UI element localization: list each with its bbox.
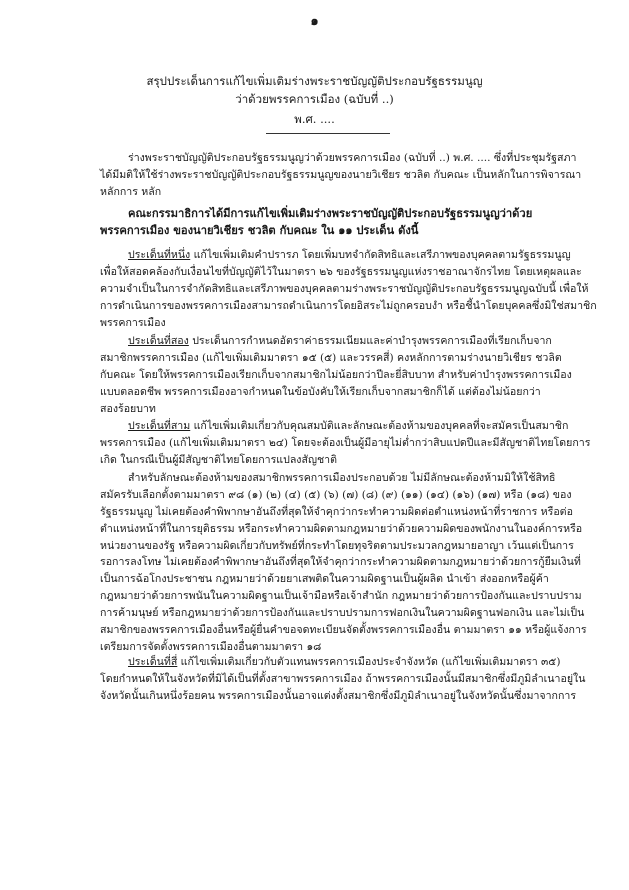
issue-three-prohibitions-paragraph bbox=[100, 470, 587, 656]
issue-four-text: แก้ไขเพิ่มเติมเกี่ยวกับตัวแทนพรรคการเมืองประจำจังหวัด (แก้ไขเพิ่มเติมมาตรา ๓๕) bbox=[177, 656, 561, 668]
issue-four-line: โดยกำหนดให้ในจังหวัดที่มิได้เป็นที่ตั้งสาขาพรรคการเมือง ถ้าพรรคการเมืองนั้นมีสมาชิกซึ่งมีภูมิลำเนาอยู่ใน bbox=[100, 672, 586, 685]
issue-three-label: ประเด็นที่สาม bbox=[128, 420, 191, 432]
issue-one-text: แก้ไขเพิ่มเติมคำปรารภ โดยเพิ่มบทจำกัดสิทธิและเสรีภาพของบุคคลตามรัฐธรรมนูญ bbox=[190, 249, 571, 261]
issue-two-text: ประเด็นการกำหนดอัตราค่าธรรมเนียมและค่าบำรุงพรรคการเมืองที่เรียกเก็บจาก bbox=[188, 335, 552, 347]
prohibitions-line: กฎหมายว่าด้วยการพนันในความผิดฐานเป็นเจ้ามือหรือเจ้าสำนัก กฎหมายว่าด้วยการป้องกันและปราบปราม bbox=[100, 590, 582, 603]
issue-four-paragraph bbox=[100, 654, 586, 705]
issue-three-line: พรรคการเมือง (แก้ไขเพิ่มเติมมาตรา ๒๔) โดยจะต้องเป็นผู้มีอายุไม่ต่ำกว่าสิบแปดปีและมีสัญชาติไทยโดยการ bbox=[100, 436, 591, 449]
issue-one-line: เพื่อให้สอดคล้องกับเงื่อนไขที่บัญญัติไว้ในมาตรา ๒๖ ของรัฐธรรมนูญแห่งราชอาณาจักรไทย โดยเหตุผลและ bbox=[100, 265, 582, 278]
issue-one-line: พรรคการเมือง bbox=[100, 316, 166, 329]
amendment-heading bbox=[100, 205, 533, 239]
issue-three-paragraph bbox=[100, 418, 591, 469]
intro-paragraph bbox=[100, 150, 582, 201]
issue-two-paragraph bbox=[100, 333, 572, 417]
heading-line: คณะกรรมาธิการได้มีการแก้ไขเพิ่มเติมร่างพระราชบัญญัติประกอบรัฐธรรมนูญว่าด้วย bbox=[128, 206, 533, 220]
issue-one-line: ความจำเป็นในการจำกัดสิทธิและเสรีภาพของบุคคลตามร่างพระราชบัญญัติประกอบรัฐธรรมนูญฉบับนี้ เพื่อให้ bbox=[100, 282, 589, 295]
issue-four-label: ประเด็นที่สี่ bbox=[128, 656, 178, 668]
issue-one-paragraph bbox=[100, 247, 597, 331]
prohibitions-line: เป็นการฉ้อโกงประชาชน กฎหมายว่าด้วยยาเสพติดในความผิดฐานเป็นผู้ผลิต นำเข้า ส่งออกหรือผู้ค้า bbox=[100, 573, 549, 586]
prohibitions-line: หน่วยงานของรัฐ หรือความผิดเกี่ยวกับทรัพย์ที่กระทำโดยทุจริตตามประมวลกฎหมายอาญา เว้นแต่เป็นการ bbox=[100, 539, 574, 552]
prohibitions-line: การค้ามนุษย์ หรือกฎหมายว่าด้วยการป้องกันและปราบปรามการฟอกเงินในความผิดฐานฟอกเงิน และไม่เป็น bbox=[100, 607, 585, 620]
issue-one-label: ประเด็นที่หนึ่ง bbox=[128, 249, 191, 261]
issue-three-line: เกิด ในกรณีเป็นผู้มีสัญชาติไทยโดยการแปลงสัญชาติ bbox=[100, 453, 337, 466]
issue-three-text: แก้ไขเพิ่มเติมเกี่ยวกับคุณสมบัติและลักษณะต้องห้ามของบุคคลที่จะสมัครเป็นสมาชิก bbox=[190, 420, 569, 432]
issue-two-line: สมาชิกพรรคการเมือง (แก้ไขเพิ่มเติมมาตรา ๑๕ (๕) และวรรคสี่) คงหลักการตามร่างนายวิเชียร ชวลิต bbox=[100, 351, 562, 364]
title-divider bbox=[266, 133, 390, 134]
issue-two-line: สองร้อยบาท bbox=[100, 402, 156, 415]
heading-line: พรรคการเมือง ของนายวิเชียร ชวลิต กับคณะ ใน ๑๑ ประเด็น ดังนี้ bbox=[100, 222, 419, 237]
prohibitions-line: เตรียมการจัดตั้งพรรคการเมืองอื่นตามมาตรา ๑๘ bbox=[100, 640, 322, 653]
issue-two-line: กับคณะ โดยให้พรรคการเมืองเรียกเก็บจากสมาชิกไม่น้อยกว่าปีละยี่สิบบาท สำหรับค่าบำรุงพรรคการเมือง bbox=[100, 368, 572, 381]
document-title-line-1: สรุปประเด็นการแก้ไขเพิ่มเติมร่างพระราชบัญญัติประกอบรัฐธรรมนูญ bbox=[146, 74, 483, 88]
document-title-line-3: พ.ศ. .... bbox=[294, 112, 335, 126]
intro-line: ร่างพระราชบัญญัติประกอบรัฐธรรมนูญว่าด้วยพรรคการเมือง (ฉบับที่ ..) พ.ศ. .... ซึ่งที่ประชุมรัฐสภา bbox=[128, 152, 577, 164]
prohibitions-line: สมัครรับเลือกตั้งตามมาตรา ๙๘ (๑) (๒) (๔) (๕) (๖) (๗) (๘) (๙) (๑๑) (๑๔) (๑๖) (๑๗) หรือ (๑๘) ของ bbox=[100, 488, 572, 501]
issue-two-line: แบบตลอดชีพ พรรคการเมืองอาจกำหนดในข้อบังคับให้เรียกเก็บจากสมาชิกก็ได้ แต่ต้องไม่น้อยกว่า bbox=[100, 385, 541, 398]
intro-line: ได้มีมติให้ใช้ร่างพระราชบัญญัติประกอบรัฐธรรมนูญของนายวิเชียร ชวลิต กับคณะ เป็นหลักในการพิจารณา bbox=[100, 168, 582, 181]
issue-two-label: ประเด็นที่สอง bbox=[128, 335, 189, 347]
page-number: ๑ bbox=[310, 14, 319, 29]
prohibitions-line: สำหรับลักษณะต้องห้ามของสมาชิกพรรคการเมืองประกอบด้วย ไม่มีลักษณะต้องห้ามมิให้ใช้สิทธิ bbox=[128, 472, 556, 484]
prohibitions-line: รอการลงโทษ ไม่เคยต้องคำพิพากษาอันถึงที่สุดให้จำคุกว่ากระทำความผิดตามกฎหมายว่าด้วยการกู้ยืมเงินที่ bbox=[100, 556, 581, 569]
intro-line: หลักการ หลัก bbox=[100, 185, 162, 198]
prohibitions-line: สมาชิกของพรรคการเมืองอื่นหรือผู้ยื่นคำขอจดทะเบียนจัดตั้งพรรคการเมืองอื่น ตามมาตรา ๑๑ หรือผู้แจ้งการ bbox=[100, 624, 587, 637]
document-title-line-2: ว่าด้วยพรรคการเมือง (ฉบับที่ ..) bbox=[235, 92, 394, 106]
issue-one-line: การดำเนินการของพรรคการเมืองสามารถดำเนินการโดยอิสระไม่ถูกครอบงำ หรือชี้นำโดยบุคคลซึ่งมิใช่สมาชิก bbox=[100, 299, 597, 312]
prohibitions-line: รัฐธรรมนูญ ไม่เคยต้องคำพิพากษาอันถึงที่สุดให้จำคุกว่ากระทำความผิดต่อตำแหน่งหน้าที่ราชการ หรือต่อ bbox=[100, 505, 573, 518]
issue-four-line: จังหวัดนั้นเกินหนึ่งร้อยคน พรรคการเมืองนั้นอาจแต่งตั้งสมาชิกซึ่งมีภูมิลำเนาอยู่ในจังหวัดนั้นซึ่งมาจากการ bbox=[100, 689, 577, 702]
prohibitions-line: ตำแหน่งหน้าที่ในการยุติธรรม หรือกระทำความผิดตามกฎหมายว่าด้วยความผิดของพนักงานในองค์การหรือ bbox=[100, 522, 583, 535]
